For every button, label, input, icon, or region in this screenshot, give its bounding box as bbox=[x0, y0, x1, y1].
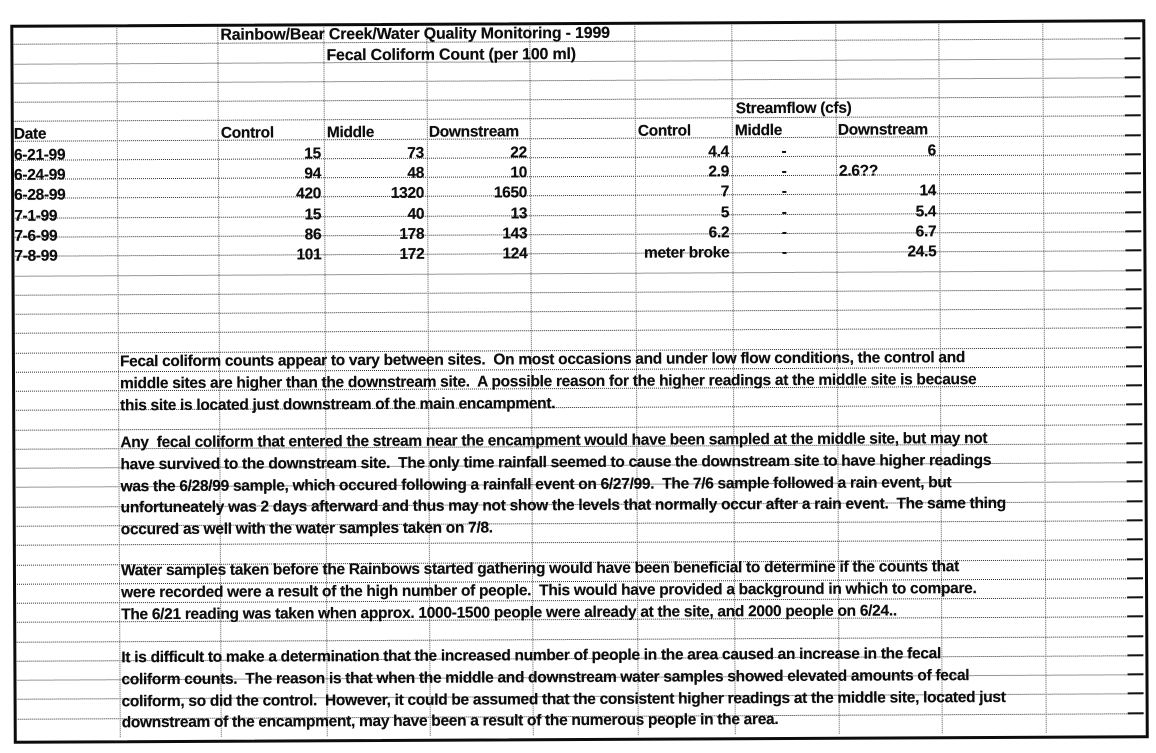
fecal-downstream-header: Downstream bbox=[428, 123, 519, 141]
fecal-control-cell: 15 bbox=[304, 206, 322, 224]
flow-downstream-cell: 24.5 bbox=[907, 243, 937, 261]
fecal-control-cell: 94 bbox=[304, 165, 322, 183]
fecal-middle-cell: 1320 bbox=[390, 184, 425, 202]
fecal-control-header: Control bbox=[220, 124, 274, 142]
flow-downstream-header: Downstream bbox=[837, 121, 928, 139]
flow-downstream-cell: 6.7 bbox=[915, 223, 937, 241]
note-paragraph-1 bbox=[120, 347, 977, 417]
fecal-downstream-cell: 1650 bbox=[493, 184, 528, 202]
date-cell: 6-28-99 bbox=[14, 186, 66, 204]
flow-downstream-cell: 14 bbox=[919, 182, 937, 200]
flow-middle-cell: - bbox=[781, 182, 787, 201]
note-line: Any fecal coliform that entered the stream near the encampment would have been sampled at the middle site, but may not bbox=[120, 430, 988, 452]
flow-control-cell: 4.4 bbox=[708, 143, 729, 161]
note-line: Water samples taken before the Rainbows started gathering would have been beneficial to determine if the counts that bbox=[120, 558, 959, 580]
date-column-header: Date bbox=[13, 125, 47, 143]
fecal-downstream-cell: 124 bbox=[502, 245, 528, 263]
fecal-middle-cell: 40 bbox=[407, 205, 425, 223]
fecal-downstream-cell: 10 bbox=[510, 164, 528, 182]
flow-middle-header: Middle bbox=[734, 121, 783, 140]
flow-control-cell: 2.9 bbox=[708, 163, 730, 181]
date-cell: 7-8-99 bbox=[14, 247, 58, 265]
flow-downstream-cell: 5.4 bbox=[915, 203, 937, 221]
flow-middle-cell: - bbox=[781, 223, 787, 242]
flow-control-cell: 6.2 bbox=[708, 224, 730, 242]
fecal-downstream-cell: 13 bbox=[510, 205, 528, 223]
fecal-middle-cell: 48 bbox=[407, 164, 425, 182]
flow-control-cell: meter broke bbox=[643, 244, 730, 262]
note-line: this site is located just downstream of the main encampment. bbox=[120, 394, 556, 414]
note-line: occured as well with the water samples taken on 7/8. bbox=[120, 519, 493, 539]
fecal-middle-cell: 178 bbox=[399, 225, 425, 243]
note-line: coliform counts. The reason is that when the middle and downstream water samples showed elevated amounts of fecal bbox=[121, 666, 970, 689]
fecal-middle-header: Middle bbox=[326, 123, 375, 142]
note-line: It is difficult to make a determination that the increased number of people in the area caused an increase in the fecal bbox=[121, 645, 942, 667]
fecal-downstream-cell: 22 bbox=[510, 144, 527, 162]
note-line: was the 6/28/99 sample, which occured following a rainfall event on 6/27/99. The 7/6 sample followed a rain event, but bbox=[120, 473, 952, 495]
date-cell: 6-24-99 bbox=[13, 166, 66, 184]
flow-downstream-cell: 2.6?? bbox=[838, 162, 879, 180]
date-cell: 7-1-99 bbox=[14, 207, 58, 225]
note-line: have survived to the downstream site. The only time rainfall seemed to cause the downstream site to have higher readings bbox=[120, 451, 992, 474]
flow-downstream-cell: 6 bbox=[927, 142, 936, 160]
fecal-control-cell: 15 bbox=[304, 145, 321, 163]
fecal-downstream-cell: 143 bbox=[502, 225, 528, 243]
grid-lines bbox=[0, 0, 1154, 3]
fecal-control-cell: 420 bbox=[296, 185, 322, 203]
note-line: Fecal coliform counts appear to vary between sites. On most occasions and under low flow conditions, the control and bbox=[119, 349, 966, 371]
note-line: middle sites are higher than the downstream site. A possible reason for the higher readings at the middle site is because bbox=[119, 370, 977, 393]
flow-control-header: Control bbox=[637, 122, 691, 140]
fecal-middle-cell: 172 bbox=[399, 245, 425, 263]
fecal-middle-cell: 73 bbox=[407, 144, 424, 162]
flow-middle-cell: - bbox=[781, 243, 787, 262]
note-line: unfortuneately was 2 days afterward and thus may not show the levels that normally occur after a rain event. The same thing bbox=[120, 495, 1006, 517]
date-cell: 6-21-99 bbox=[13, 146, 66, 164]
note-paragraph-2 bbox=[120, 428, 1006, 541]
note-line: were recorded were a result of the high number of people. This would have provided a background in which to compare. bbox=[121, 579, 977, 602]
flow-middle-cell: - bbox=[781, 162, 787, 181]
note-line: coliform, so did the control. However, it could be assumed that the consistent higher readings at the middle site, located just bbox=[121, 688, 1006, 710]
flow-middle-cell: - bbox=[781, 142, 787, 161]
sheet-title: Rainbow/Bear Creek/Water Quality Monitoring - 1999 bbox=[220, 24, 610, 44]
flow-control-cell: 5 bbox=[720, 204, 730, 222]
fecal-control-cell: 101 bbox=[296, 246, 322, 264]
fecal-control-cell: 86 bbox=[304, 226, 322, 244]
sheet-subtitle: Fecal Coliform Count (per 100 ml) bbox=[326, 46, 576, 65]
date-cell: 7-6-99 bbox=[14, 227, 58, 245]
streamflow-section-label: Streamflow (cfs) bbox=[735, 99, 852, 118]
note-line: downstream of the encampment, may have been a result of the numerous people in the area. bbox=[121, 711, 779, 732]
flow-middle-cell: - bbox=[781, 203, 787, 222]
flow-control-cell: 7 bbox=[720, 183, 730, 201]
note-line: The 6/21 reading was taken when approx. 1000-1500 people were already at the site, and 2000 people on 6/24.. bbox=[121, 602, 897, 623]
note-paragraph-3 bbox=[121, 556, 977, 626]
note-paragraph-4 bbox=[121, 643, 1005, 735]
